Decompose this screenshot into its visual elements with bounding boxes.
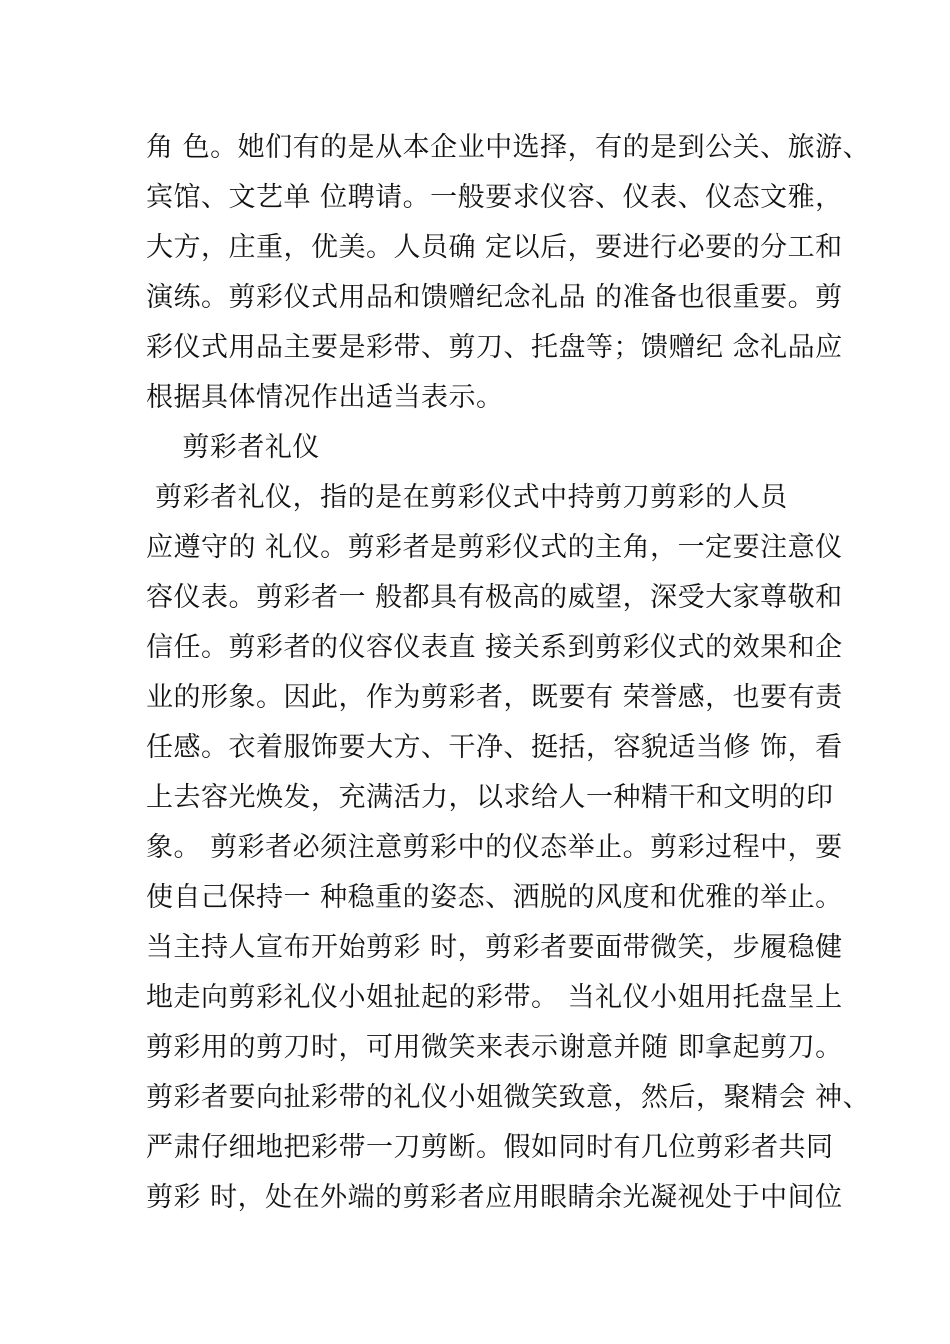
text-line: 宾馆、文艺单 位聘请。一般要求仪容、仪表、仪态文雅， (146, 182, 843, 213)
text-line: 地走向剪彩礼仪小姐扯起的彩带。 当礼仪小姐用托盘呈上 (146, 982, 843, 1013)
text-line: 业的形象。因此，作为剪彩者，既要有 荣誉感，也要有责 (146, 682, 843, 713)
text-line: 剪彩者要向扯彩带的礼仪小姐微笑致意，然后，聚精会 神、 (146, 1082, 871, 1113)
text-line: 大方，庄重，优美。人员确 定以后，要进行必要的分工和 (146, 232, 843, 263)
text-line: 根据具体情况作出适当表示。 (146, 382, 504, 413)
text-line: 剪彩用的剪刀时，可用微笑来表示谢意并随 即拿起剪刀。 (146, 1032, 843, 1063)
text-line: 演练。剪彩仪式用品和馈赠纪念礼品 的准备也很重要。剪 (146, 282, 843, 313)
text-line: 剪彩 时，处在外端的剪彩者应用眼睛余光凝视处于中间位 (146, 1182, 843, 1213)
text-line: 剪彩者礼仪，指的是在剪彩仪式中持剪刀剪彩的人员 (146, 482, 788, 513)
text-line: 应遵守的 礼仪。剪彩者是剪彩仪式的主角，一定要注意仪 (146, 532, 843, 563)
text-line: 象。 剪彩者必须注意剪彩中的仪态举止。剪彩过程中，要 (146, 832, 843, 863)
text-line: 当主持人宣布开始剪彩 时，剪彩者要面带微笑，步履稳健 (146, 932, 843, 963)
text-line: 使自己保持一 种稳重的姿态、洒脱的风度和优雅的举止。 (146, 882, 843, 913)
section-heading: 剪彩者礼仪 (146, 432, 320, 463)
text-line: 任感。衣着服饰要大方、干净、挺括，容貌适当修 饰，看 (146, 732, 843, 763)
text-line: 信任。剪彩者的仪容仪表直 接关系到剪彩仪式的效果和企 (146, 632, 843, 663)
text-line: 角 色。她们有的是从本企业中选择，有的是到公关、旅游、 (146, 132, 871, 163)
text-line: 彩仪式用品主要是彩带、剪刀、托盘等；馈赠纪 念礼品应 (146, 332, 843, 363)
text-line: 上去容光焕发，充满活力，以求给人一种精干和文明的印 (146, 782, 834, 813)
text-line: 容仪表。剪彩者一 般都具有极高的威望，深受大家尊敬和 (146, 582, 843, 613)
text-line: 严肃仔细地把彩带一刀剪断。假如同时有几位剪彩者共同 (146, 1132, 834, 1163)
